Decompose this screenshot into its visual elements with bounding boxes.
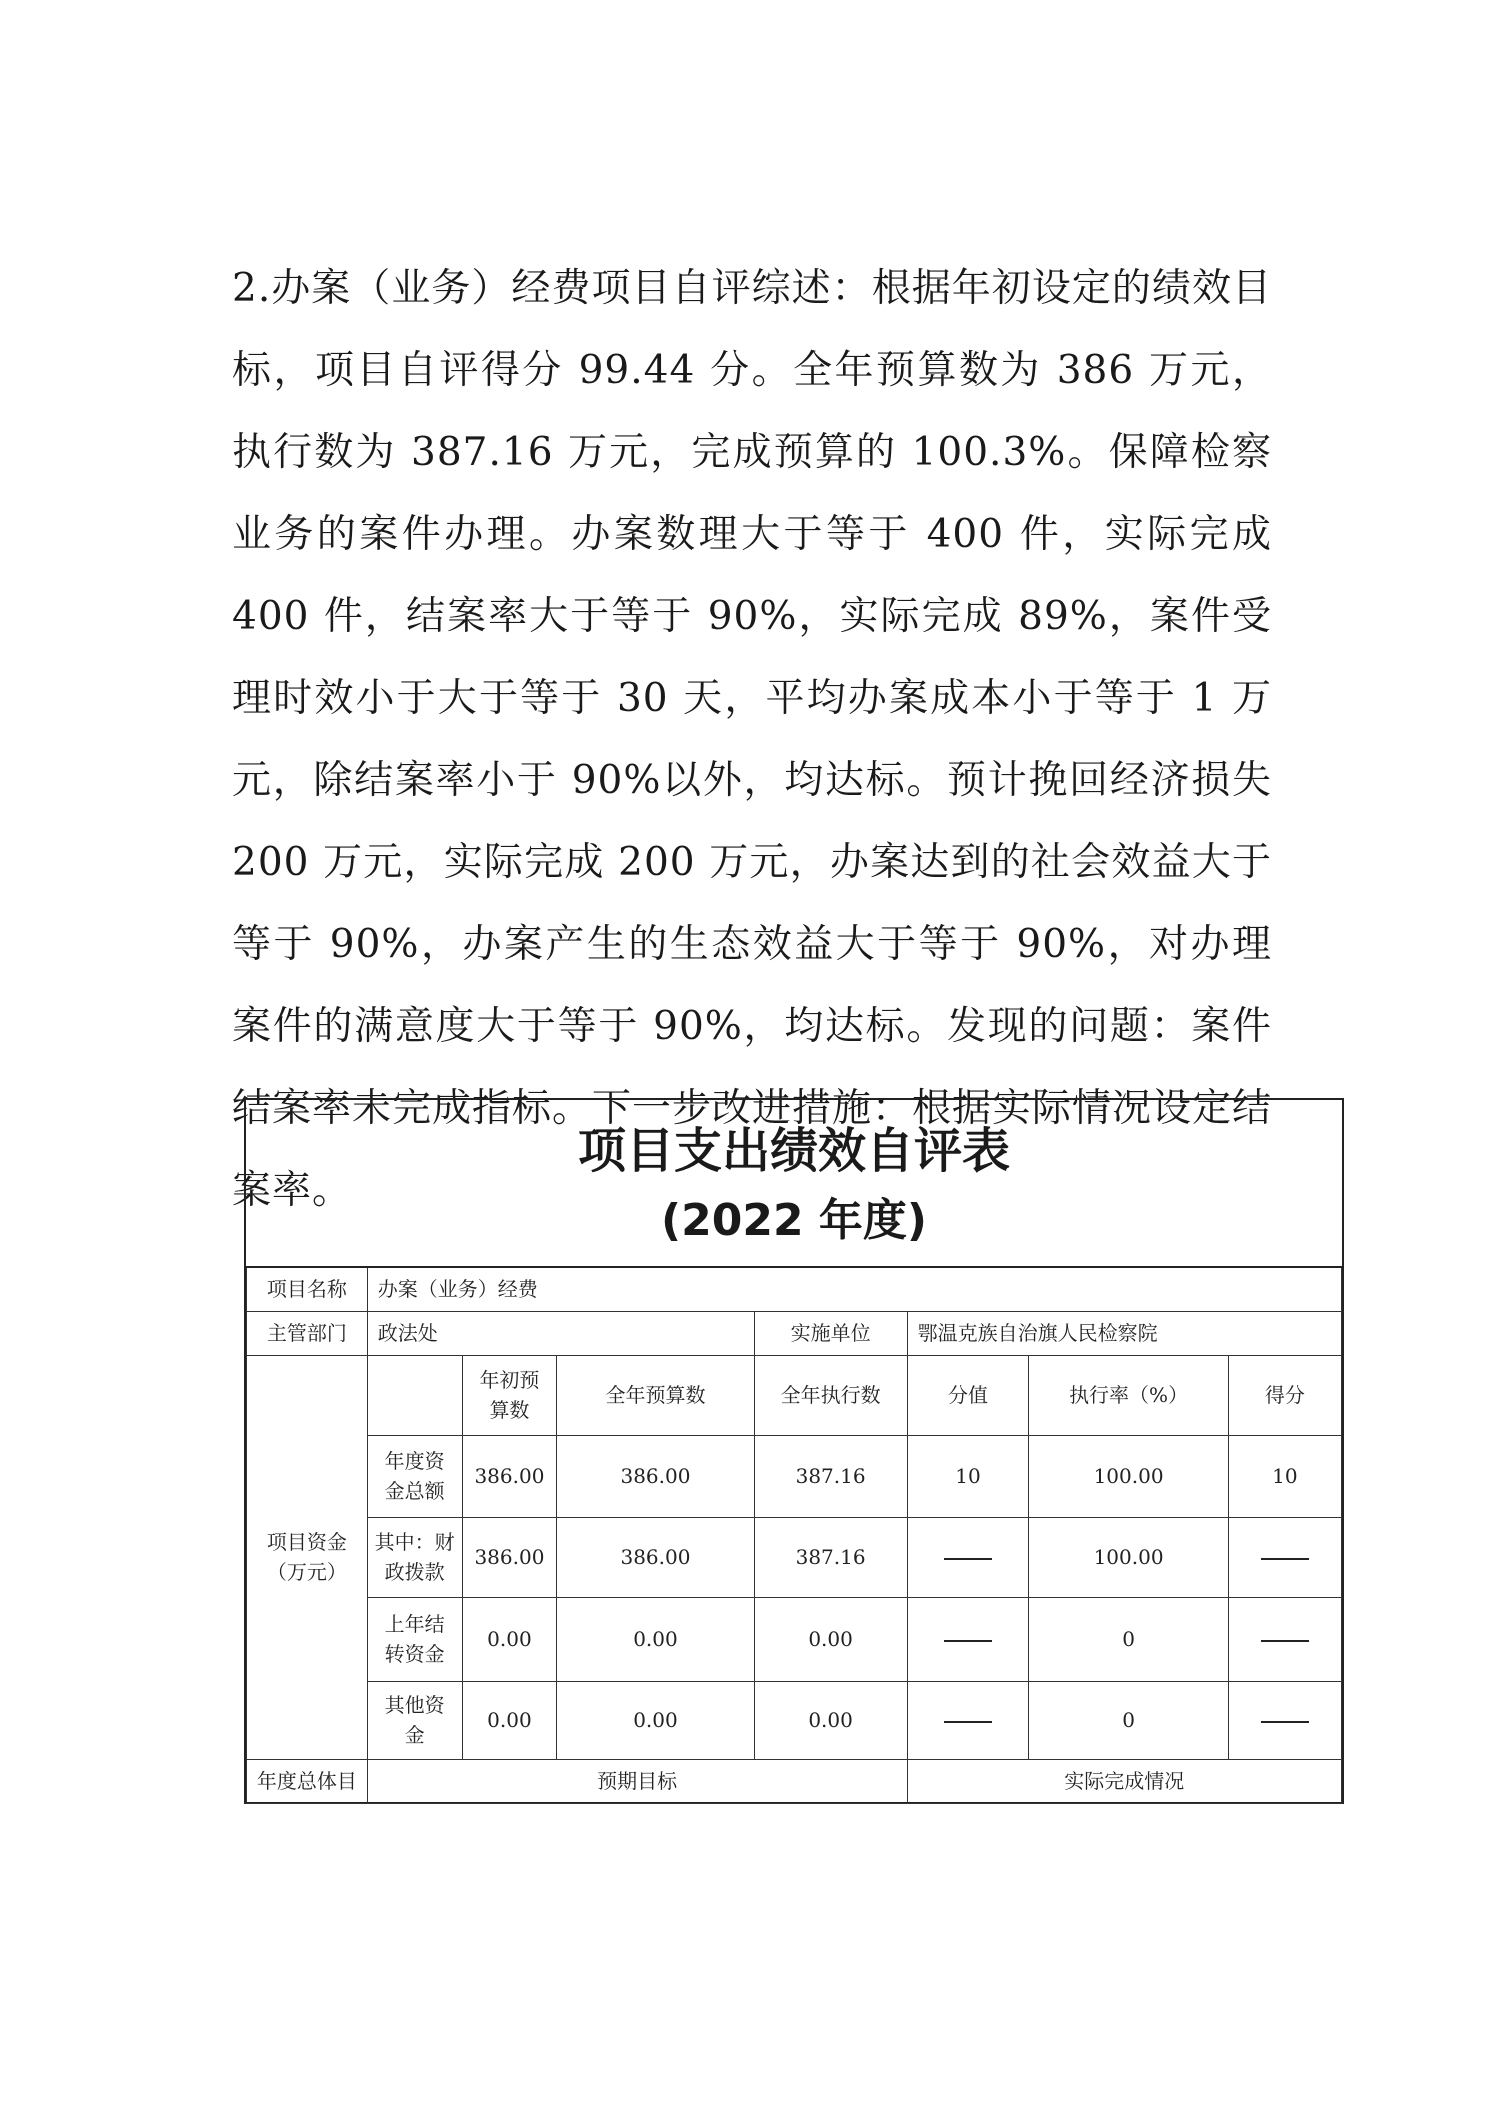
score-value-cell bbox=[907, 1517, 1029, 1597]
header-initial-budget-line1: 年初预 bbox=[479, 1368, 540, 1392]
annual-budget-cell: 0.00 bbox=[557, 1597, 754, 1681]
annual-budget-cell: 386.00 bbox=[557, 1517, 754, 1597]
project-name-row bbox=[247, 1267, 1342, 1311]
dept-value: 政法处 bbox=[367, 1311, 754, 1355]
row-label-line1: 年度资 bbox=[384, 1449, 445, 1473]
row-label bbox=[367, 1517, 462, 1597]
initial-budget-cell: 386.00 bbox=[462, 1517, 557, 1597]
header-score-value: 分值 bbox=[907, 1355, 1029, 1435]
table-row bbox=[247, 1435, 1342, 1517]
header-annual-exec: 全年执行数 bbox=[754, 1355, 907, 1435]
evaluation-form bbox=[244, 1098, 1344, 1804]
dash-mark bbox=[1261, 1640, 1309, 1642]
score-cell: 10 bbox=[1228, 1435, 1341, 1517]
row-label-line2: 政拨款 bbox=[384, 1560, 445, 1584]
project-name-label: 项目名称 bbox=[247, 1267, 368, 1311]
blank-header-cell bbox=[367, 1355, 462, 1435]
row-label-line2: 金总额 bbox=[384, 1479, 445, 1503]
actual-result-header: 实际完成情况 bbox=[907, 1759, 1341, 1803]
table-row bbox=[247, 1517, 1342, 1597]
funds-label-line1: 项目资金 bbox=[266, 1530, 347, 1554]
form-title: 项目支出绩效自评表 bbox=[577, 1123, 1010, 1179]
dept-label: 主管部门 bbox=[247, 1311, 368, 1355]
dash-mark bbox=[944, 1640, 992, 1642]
initial-budget-cell: 0.00 bbox=[462, 1681, 557, 1759]
score-cell bbox=[1228, 1597, 1341, 1681]
row-label bbox=[367, 1597, 462, 1681]
initial-budget-cell: 0.00 bbox=[462, 1597, 557, 1681]
annual-budget-cell: 0.00 bbox=[557, 1681, 754, 1759]
score-cell bbox=[1228, 1517, 1341, 1597]
score-value-cell bbox=[907, 1681, 1029, 1759]
dash-mark bbox=[944, 1721, 992, 1723]
header-initial-budget bbox=[462, 1355, 557, 1435]
exec-rate-cell: 100.00 bbox=[1029, 1435, 1228, 1517]
annual-exec-cell: 0.00 bbox=[754, 1597, 907, 1681]
exec-rate-cell: 0 bbox=[1029, 1597, 1228, 1681]
dept-row bbox=[247, 1311, 1342, 1355]
row-label bbox=[367, 1435, 462, 1517]
row-label-line1: 上年结 bbox=[384, 1612, 445, 1636]
table-row bbox=[247, 1597, 1342, 1681]
annual-exec-cell: 0.00 bbox=[754, 1681, 907, 1759]
unit-label: 实施单位 bbox=[754, 1311, 907, 1355]
header-exec-rate: 执行率（%） bbox=[1029, 1355, 1228, 1435]
score-value-cell bbox=[907, 1597, 1029, 1681]
row-label-line2: 转资金 bbox=[384, 1642, 445, 1666]
exec-rate-cell: 100.00 bbox=[1029, 1517, 1228, 1597]
funds-header-row bbox=[247, 1355, 1342, 1435]
funds-label-line2: （万元） bbox=[266, 1560, 347, 1584]
row-label-line2: 金 bbox=[404, 1723, 425, 1747]
funds-table bbox=[246, 1266, 1342, 1804]
table-row bbox=[247, 1681, 1342, 1759]
row-label-line1: 其他资 bbox=[384, 1693, 445, 1717]
funds-label bbox=[247, 1355, 368, 1759]
dash-mark bbox=[1261, 1558, 1309, 1560]
dash-mark bbox=[944, 1558, 992, 1560]
dash-mark bbox=[1261, 1721, 1309, 1723]
row-label-line1: 其中：财 bbox=[374, 1530, 455, 1554]
row-label bbox=[367, 1681, 462, 1759]
header-initial-budget-line2: 算数 bbox=[489, 1398, 530, 1422]
form-subtitle: (2022 年度) bbox=[661, 1195, 927, 1246]
goal-row bbox=[247, 1759, 1342, 1803]
self-evaluation-paragraph: 2.办案（业务）经费项目自评综述：根据年初设定的绩效目标，项目自评得分 99.44 分。全年预算数为 386 万元，执行数为 387.16 万元，完成预算的 100.3%。保障检察业务的案件办理。办案数理大于等于 400 件，实际完成 400 件，结案率大于等于 90%，实际完成 89%，案件受理时效小于大于等于 30 天，平均办案成本小于等于 1 万元，除结案率小于 90%以外，均达标。预计挽回经济损失 200 万元，实际完成 200 万元，办案达到的社会效益大于等于 90%，办案产生的生态效益大于等于 90%，对办理案件的满意度大于等于 90%，均达标。发现的问题：案件结案率未完成指标。下一步改进措施：根据实际情况设定结案率。 bbox=[232, 266, 1273, 1213]
annual-budget-cell: 386.00 bbox=[557, 1435, 754, 1517]
score-cell bbox=[1228, 1681, 1341, 1759]
score-value-cell: 10 bbox=[907, 1435, 1029, 1517]
unit-value: 鄂温克族自治旗人民检察院 bbox=[907, 1311, 1341, 1355]
header-score: 得分 bbox=[1228, 1355, 1341, 1435]
expected-goal-header: 预期目标 bbox=[367, 1759, 907, 1803]
exec-rate-cell: 0 bbox=[1029, 1681, 1228, 1759]
goal-label: 年度总体目 bbox=[247, 1759, 368, 1803]
annual-exec-cell: 387.16 bbox=[754, 1435, 907, 1517]
annual-exec-cell: 387.16 bbox=[754, 1517, 907, 1597]
header-annual-budget: 全年预算数 bbox=[557, 1355, 754, 1435]
project-name-value: 办案（业务）经费 bbox=[367, 1267, 1341, 1311]
initial-budget-cell: 386.00 bbox=[462, 1435, 557, 1517]
